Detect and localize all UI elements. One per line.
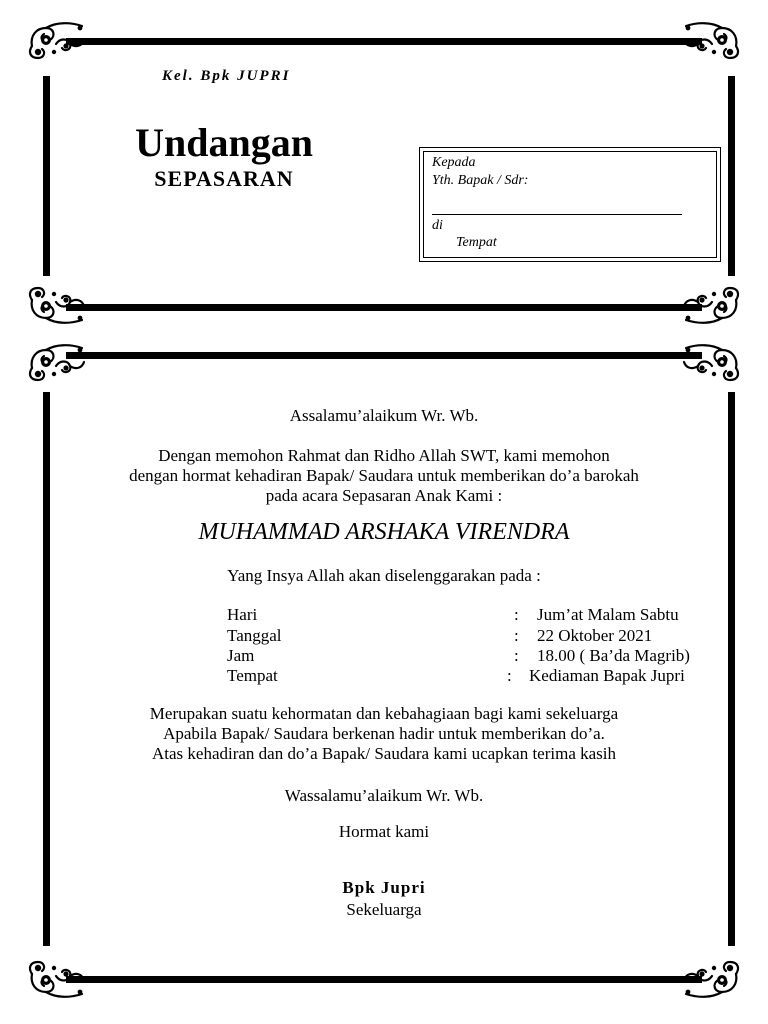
intro-line-3: pada acara Sepasaran Anak Kami : xyxy=(265,486,503,505)
detail-label: Hari xyxy=(227,605,258,624)
ornament-top-right-icon xyxy=(680,340,742,384)
border-bottom-bar xyxy=(66,976,702,983)
announce-line: Yang Insya Allah akan diselenggarakan pada : xyxy=(227,566,541,585)
ornament-bottom-left-icon xyxy=(26,284,88,328)
detail-colon: : xyxy=(507,666,512,685)
envelope-card xyxy=(0,0,768,330)
detail-row-tanggal xyxy=(0,626,768,646)
address-line-tempat: Tempat xyxy=(456,235,497,250)
address-line-recipient: Yth. Bapak / Sdr: xyxy=(432,173,529,188)
address-line-kepada: Kepada xyxy=(432,155,476,170)
ornament-top-left-icon xyxy=(26,340,88,384)
detail-label: Jam xyxy=(227,646,255,665)
invitation-subtitle: SEPASARAN xyxy=(154,166,294,191)
signatory-family: Sekeluarga xyxy=(346,900,422,919)
ornament-bottom-left-icon xyxy=(26,958,88,1002)
detail-value: 22 Oktober 2021 xyxy=(537,626,653,645)
detail-value: Jum’at Malam Sabtu xyxy=(537,605,679,624)
detail-colon: : xyxy=(514,646,519,665)
regards: Hormat kami xyxy=(338,822,430,841)
invitation-title: Undangan xyxy=(135,120,313,165)
detail-colon: : xyxy=(514,626,519,645)
border-top-bar xyxy=(66,352,702,359)
detail-colon: : xyxy=(514,605,519,624)
detail-row-hari xyxy=(0,605,768,625)
closing-line-1: Merupakan suatu kehormatan dan kebahagiaan bagi kami sekeluarga xyxy=(149,704,619,723)
detail-row-tempat xyxy=(0,666,768,686)
ornament-top-left-icon xyxy=(26,18,88,62)
border-right-bar xyxy=(728,76,735,276)
detail-value: 18.00 ( Ba’da Magrib) xyxy=(537,646,690,665)
border-bottom-bar xyxy=(66,304,702,311)
detail-row-jam xyxy=(0,646,768,666)
address-box xyxy=(419,147,721,262)
closing-line-2: Apabila Bapak/ Saudara berkenan hadir untuk memberikan do’a. xyxy=(163,724,605,743)
intro-line-2: dengan hormat kehadiran Bapak/ Saudara untuk memberikan do’a barokah xyxy=(129,466,639,485)
closing-line-3: Atas kehadiran dan do’a Bapak/ Saudara kami ucapkan terima kasih xyxy=(151,744,617,763)
border-top-bar xyxy=(66,38,702,45)
greeting: Assalamu’alaikum Wr. Wb. xyxy=(289,406,479,425)
ornament-bottom-right-icon xyxy=(680,958,742,1002)
border-left-bar xyxy=(43,76,50,276)
intro-line-1: Dengan memohon Rahmat dan Ridho Allah SWT, kami memohon xyxy=(158,446,610,465)
farewell: Wassalamu’alaikum Wr. Wb. xyxy=(284,786,484,805)
child-name: MUHAMMAD ARSHAKA VIRENDRA xyxy=(198,519,570,545)
detail-label: Tempat xyxy=(227,666,278,685)
signatory-name: Bpk Jupri xyxy=(342,878,426,897)
detail-value: Kediaman Bapak Jupri xyxy=(529,666,685,685)
ornament-top-right-icon xyxy=(680,18,742,62)
address-line-di: di xyxy=(432,218,443,233)
detail-label: Tanggal xyxy=(227,626,282,645)
ornament-bottom-right-icon xyxy=(680,284,742,328)
family-label: Kel. Bpk JUPRI xyxy=(162,68,291,84)
address-blank-line xyxy=(432,214,682,215)
